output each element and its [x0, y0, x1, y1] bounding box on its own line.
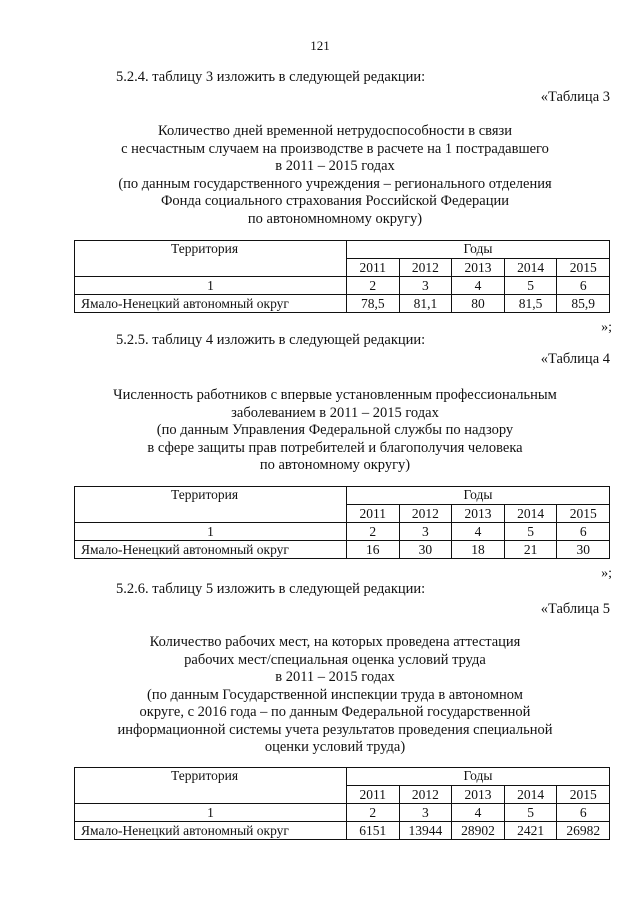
table-3-label: «Таблица 3 — [540, 89, 610, 105]
value-cell: 18 — [452, 541, 505, 559]
column-number: 3 — [399, 523, 452, 541]
year-header: 2014 — [504, 505, 557, 523]
title-line: Количество дней временной нетрудоспособности в связи — [158, 123, 512, 139]
title-line: по автономному округу) — [259, 457, 411, 473]
table-row — [75, 541, 610, 559]
year-header: 2013 — [452, 786, 505, 804]
title-line: в сфере защиты прав потребителей и благополучия человека — [147, 439, 523, 456]
title-line: в 2011 – 2015 годах — [275, 669, 395, 685]
table-3 — [74, 240, 610, 313]
table-5-label: «Таблица 5 — [540, 601, 610, 617]
value-cell: 13944 — [399, 822, 452, 840]
value-cell: 21 — [504, 541, 557, 559]
value-cell: 78,5 — [347, 295, 400, 313]
column-number: 1 — [75, 804, 347, 822]
year-header: 2015 — [557, 786, 610, 804]
header-years: Годы — [347, 768, 610, 786]
title-line: (по данным Управления Федеральной службы по надзору — [156, 422, 514, 438]
value-cell: 16 — [347, 541, 400, 559]
value-cell: 80 — [452, 295, 505, 313]
year-header: 2012 — [399, 505, 452, 523]
header-years: Годы — [347, 487, 610, 505]
header-territory: Территория — [75, 487, 347, 523]
column-number: 1 — [75, 523, 347, 541]
title-line: Численность работников с впервые установленным профессиональным — [113, 387, 557, 403]
column-number: 1 — [75, 277, 347, 295]
title-line: Количество рабочих мест, на которых проведена аттестация — [149, 634, 521, 650]
value-cell: 81,1 — [399, 295, 452, 313]
column-number: 5 — [504, 523, 557, 541]
header-years: Годы — [347, 241, 610, 259]
table-4 — [74, 486, 610, 559]
table-3-title — [60, 123, 610, 228]
title-line: оценки условий труда) — [264, 739, 406, 755]
value-cell: 81,5 — [504, 295, 557, 313]
year-header: 2014 — [504, 786, 557, 804]
year-header: 2011 — [347, 505, 400, 523]
title-line: (по данным государственного учреждения – регионального отделения — [118, 175, 552, 192]
column-number: 3 — [399, 277, 452, 295]
value-cell: 30 — [399, 541, 452, 559]
title-line: Фонда социального страхования Российской Федерации — [160, 193, 510, 209]
column-number: 6 — [557, 277, 610, 295]
title-line: округе, с 2016 года – по данным Федеральной государственной — [139, 704, 531, 720]
title-line: в 2011 – 2015 годах — [275, 158, 395, 174]
title-line: заболеванием в 2011 – 2015 годах — [231, 404, 439, 421]
table-row — [75, 295, 610, 313]
value-cell: 6151 — [347, 822, 400, 840]
value-cell: 85,9 — [557, 295, 610, 313]
table-5-title — [60, 634, 610, 757]
column-number: 5 — [504, 804, 557, 822]
year-header: 2011 — [347, 786, 400, 804]
year-header: 2015 — [557, 505, 610, 523]
title-line: с несчастным случаем на производстве в расчете на 1 пострадавшего — [121, 140, 549, 157]
table-row — [75, 822, 610, 840]
year-header: 2012 — [399, 786, 452, 804]
instruction-table-5: 5.2.6. таблицу 5 изложить в следующей редакции: — [116, 581, 426, 597]
value-cell: 26982 — [557, 822, 610, 840]
column-number: 4 — [452, 804, 505, 822]
column-number: 5 — [504, 277, 557, 295]
column-number: 4 — [452, 277, 505, 295]
value-cell: 2421 — [504, 822, 557, 840]
page-number: 121 — [310, 38, 330, 53]
title-line: по автономномному округу) — [247, 210, 423, 227]
year-header: 2015 — [557, 259, 610, 277]
value-cell: 28902 — [452, 822, 505, 840]
year-header: 2011 — [347, 259, 400, 277]
territory-name: Ямало-Ненецкий автономный округ — [75, 541, 347, 559]
header-territory: Территория — [75, 241, 347, 277]
year-header: 2014 — [504, 259, 557, 277]
value-cell: 30 — [557, 541, 610, 559]
instruction-table-3: 5.2.4. таблицу 3 изложить в следующей редакции: — [116, 69, 426, 85]
column-number: 3 — [399, 804, 452, 822]
title-line: информационной системы учета результатов проведения специальной — [117, 721, 553, 738]
header-territory: Территория — [75, 768, 347, 804]
title-line: рабочих мест/специальная оценка условий труда — [184, 651, 486, 668]
table-4-title — [60, 387, 610, 475]
instruction-table-4: 5.2.5. таблицу 4 изложить в следующей редакции: — [116, 332, 426, 348]
column-number: 6 — [557, 523, 610, 541]
closing-quote: »; — [601, 320, 612, 335]
territory-name: Ямало-Ненецкий автономный округ — [75, 295, 347, 313]
year-header: 2012 — [399, 259, 452, 277]
column-number: 2 — [347, 804, 400, 822]
column-number: 2 — [347, 277, 400, 295]
year-header: 2013 — [452, 259, 505, 277]
year-header: 2013 — [452, 505, 505, 523]
title-line: (по данным Государственной инспекции труда в автономном — [147, 686, 523, 703]
territory-name: Ямало-Ненецкий автономный округ — [75, 822, 347, 840]
column-number: 2 — [347, 523, 400, 541]
column-number: 4 — [452, 523, 505, 541]
column-number: 6 — [557, 804, 610, 822]
table-5 — [74, 767, 610, 840]
table-4-label: «Таблица 4 — [540, 351, 610, 367]
closing-quote: »; — [601, 566, 612, 581]
